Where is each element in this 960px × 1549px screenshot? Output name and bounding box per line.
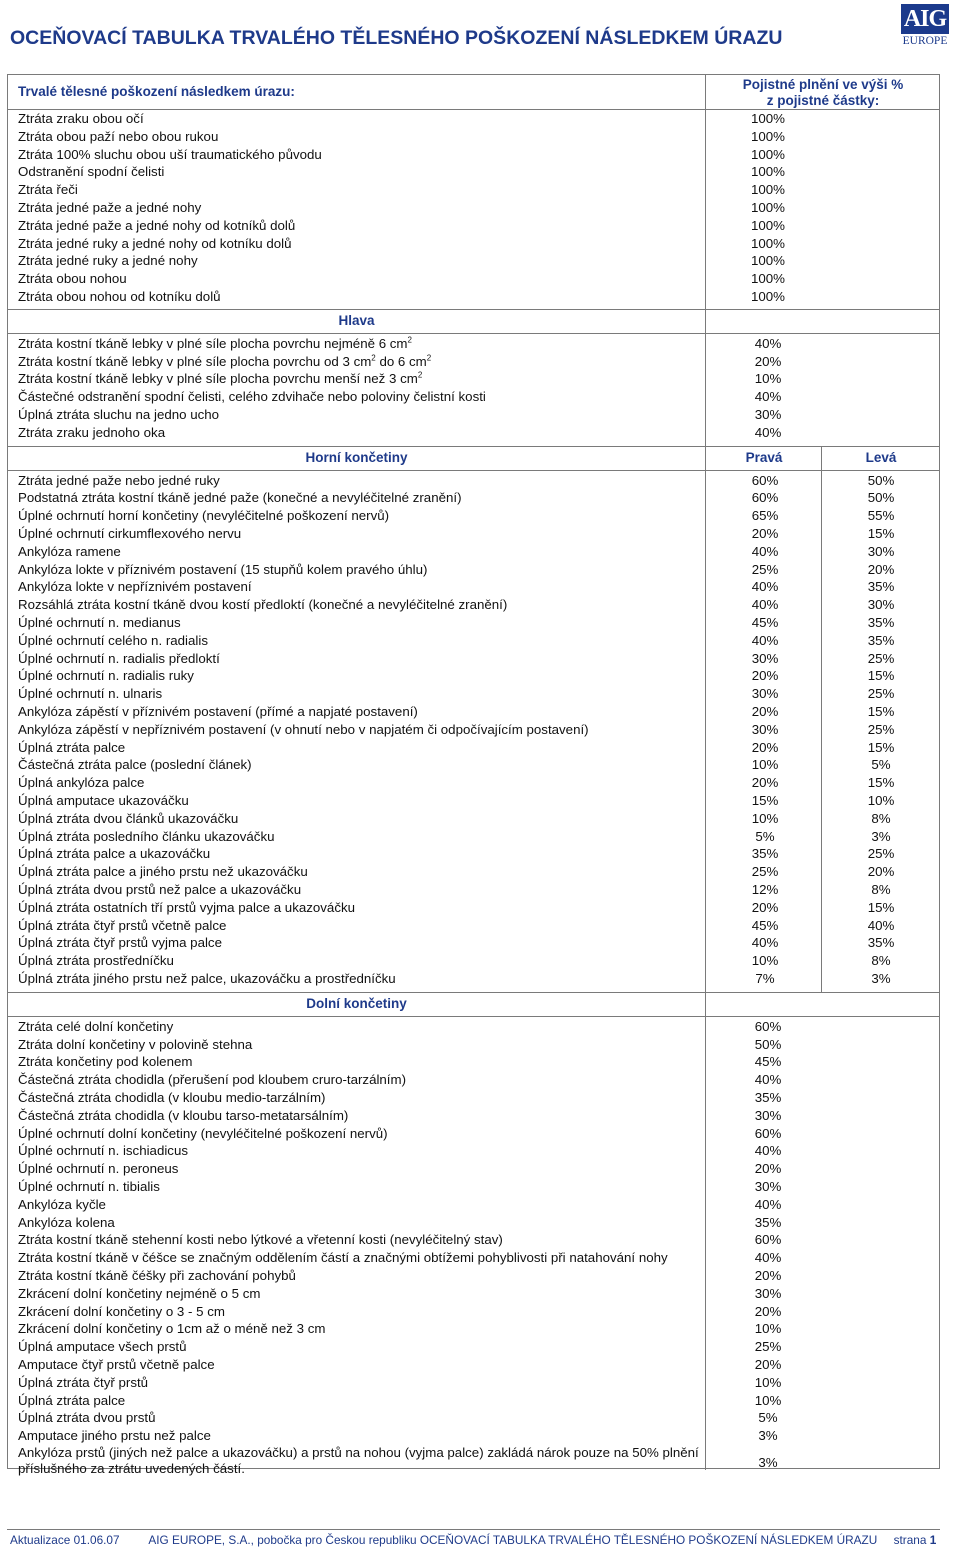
- payout-left: 25%: [867, 846, 895, 862]
- condition-label: Úplná ztráta čtyř prstů: [18, 1374, 149, 1390]
- payout-right: 10%: [751, 953, 779, 969]
- payout-right: 20%: [751, 526, 779, 541]
- footer-date: Aktualizace 01.06.07: [10, 1533, 120, 1547]
- payout-left: 5%: [871, 757, 891, 773]
- condition-label: Úplné ochrnutí n. ulnaris: [18, 686, 163, 702]
- payout-percent: 40%: [754, 335, 782, 351]
- condition-label: Rozsáhlá ztráta kostní tkáně dvou kostí předloktí (konečné a nevyléčitelné zranění): [18, 597, 508, 613]
- condition-label: Úplná ztráta ostatních tří prstů vyjma palce a ukazováčku: [18, 899, 356, 915]
- payout-left: 3%: [871, 971, 891, 986]
- payout-percent: 20%: [754, 1357, 782, 1372]
- condition-label: Úplné ochrnutí n. ischiadicus: [18, 1143, 188, 1159]
- payout-left: 25%: [867, 686, 895, 702]
- row-divider: [8, 446, 939, 447]
- payout-percent: 100%: [750, 217, 785, 233]
- header-payout-line1: Pojistné plnění ve výši %: [742, 77, 904, 92]
- condition-label: Ztráta zraku obou očí: [18, 111, 144, 126]
- aig-europe-logo: [895, 4, 955, 48]
- condition-label: Úplná ztráta palce: [18, 739, 126, 755]
- payout-right: 5%: [755, 828, 775, 844]
- payout-percent: 20%: [754, 1161, 782, 1177]
- payout-percent: 100%: [750, 182, 785, 198]
- condition-label: Úplná ztráta dvou prstů: [18, 1410, 156, 1426]
- condition-label: Ztráta řeči: [18, 182, 78, 198]
- page-footer: [10, 1533, 936, 1547]
- payout-right: 40%: [751, 632, 779, 648]
- payout-percent: 3%: [758, 1455, 778, 1470]
- condition-label: Úplná ztráta čtyř prstů včetně palce: [18, 917, 227, 933]
- payout-right: 20%: [751, 704, 779, 719]
- row-divider: [8, 470, 939, 471]
- payout-left: 15%: [867, 526, 895, 541]
- page-title: OCEŇOVACÍ TABULKA TRVALÉHO TĚLESNÉHO POŠKOZENÍ NÁSLEDKEM ÚRAZU: [10, 27, 783, 49]
- payout-percent: 20%: [754, 1268, 782, 1283]
- payout-right: 40%: [751, 543, 779, 559]
- condition-label: Úplná amputace všech prstů: [18, 1339, 187, 1355]
- payout-right: 20%: [751, 739, 779, 755]
- condition-label: Úplné ochrnutí n. tibialis: [18, 1179, 160, 1194]
- condition-label: Ankylóza zápěstí v příznivém postavení (přímé a napjaté postavení): [18, 704, 418, 719]
- payout-left: 35%: [867, 935, 895, 951]
- condition-label: Amputace čtyř prstů včetně palce: [18, 1357, 215, 1372]
- payout-left: 20%: [867, 864, 895, 880]
- condition-label: Úplná ankylóza palce: [18, 775, 145, 791]
- condition-label: Odstranění spodní čelisti: [18, 164, 165, 180]
- payout-right: 35%: [751, 846, 779, 862]
- condition-label: Úplná ztráta dvou článků ukazováčku: [18, 810, 239, 826]
- payout-right: 30%: [751, 721, 779, 737]
- payout-percent: 5%: [758, 1410, 778, 1426]
- payout-right: 7%: [755, 971, 775, 986]
- payout-percent: 20%: [754, 353, 782, 369]
- condition-label: Ankylóza lokte v příznivém postavení (15 stupňů kolem pravého úhlu): [18, 561, 428, 577]
- payout-left: 50%: [867, 472, 895, 488]
- payout-right: 20%: [751, 668, 779, 684]
- payout-percent: 100%: [750, 146, 785, 162]
- condition-label: Podstatná ztráta kostní tkáně jedné paže (konečné a nevyléčitelné zranění): [18, 490, 462, 506]
- payout-percent: 60%: [754, 1232, 782, 1248]
- payout-percent: 100%: [750, 200, 785, 215]
- payout-left: 20%: [867, 561, 895, 577]
- payout-percent: 100%: [750, 111, 785, 126]
- row-divider: [8, 1016, 939, 1017]
- column-divider: [821, 446, 822, 992]
- column-divider: [705, 309, 706, 446]
- condition-label: Ztráta obou paží nebo obou rukou: [18, 128, 219, 144]
- condition-label: Úplné ochrnutí n. radialis předloktí: [18, 650, 220, 666]
- condition-label: Zkrácení dolní končetiny o 3 - 5 cm: [18, 1303, 225, 1319]
- payout-right: 40%: [751, 579, 779, 595]
- compensation-table: [7, 74, 940, 1476]
- payout-percent: 40%: [754, 1196, 782, 1212]
- condition-label: Částečná ztráta palce (poslední článek): [18, 757, 252, 773]
- payout-right: 45%: [751, 615, 779, 630]
- payout-percent: 30%: [754, 407, 782, 422]
- section-heading-upper-limbs: Horní končetiny: [305, 449, 408, 465]
- condition-label: Úplné ochrnutí dolní končetiny (nevyléčitelné poškození nervů): [18, 1125, 388, 1141]
- condition-label: Ztráta jedné paže nebo jedné ruky: [18, 472, 220, 488]
- footer-company: AIG EUROPE, S.A., pobočka pro Českou republiku: [148, 1533, 417, 1547]
- payout-left: 35%: [867, 579, 895, 595]
- condition-label: Ztráta dolní končetiny v polovině stehna: [18, 1036, 253, 1052]
- payout-percent: 100%: [750, 271, 785, 287]
- condition-label: Úplná ztráta prostředníčku: [18, 953, 174, 969]
- payout-percent: 30%: [754, 1107, 782, 1123]
- row-divider: [8, 109, 939, 110]
- payout-percent: 35%: [754, 1214, 782, 1230]
- condition-label: Úplná ztráta palce a ukazováčku: [18, 846, 211, 862]
- condition-label: Ankylóza lokte v nepříznivém postavení: [18, 579, 252, 595]
- condition-label: Amputace jiného prstu než palce: [18, 1428, 211, 1444]
- payout-right: 40%: [751, 597, 779, 613]
- condition-label: Úplná ztráta jiného prstu než palce, ukazováčku a prostředníčku: [18, 971, 396, 986]
- payout-percent: 40%: [754, 1250, 782, 1266]
- payout-left: 8%: [871, 882, 891, 897]
- payout-left: 8%: [871, 810, 891, 826]
- column-divider: [705, 992, 706, 1470]
- condition-label: Ztráta jedné ruky a jedné nohy: [18, 253, 198, 269]
- payout-right: 65%: [751, 508, 779, 524]
- condition-label: Úplné ochrnutí n. medianus: [18, 615, 181, 630]
- payout-left: 15%: [867, 668, 895, 684]
- payout-left: 30%: [867, 543, 895, 559]
- condition-label: Úplná ztráta palce a jiného prstu než ukazováčku: [18, 864, 308, 880]
- condition-label: Ankylóza zápěstí v nepříznivém postavení (v ohnutí nebo v napjatém či odpočívajícím postavení): [18, 721, 589, 737]
- condition-label: Ztráta jedné paže a jedné nohy od kotníků dolů: [18, 217, 296, 233]
- payout-right: 40%: [751, 935, 779, 951]
- payout-percent: 10%: [754, 1374, 782, 1390]
- condition-label: Ankylóza prstů (jiných než palce a ukazováčku) a prstů na nohou (vyjma palce) zakládá nárok pouze na 50% plnění příslušného za ztrátu uvedených částí.: [18, 1445, 699, 1476]
- condition-label: Ztráta kostní tkáně v čéšce se značným oddělením částí a značnými obtížemi pohyblivosti při natahování nohy: [18, 1250, 668, 1266]
- payout-left: 15%: [867, 775, 895, 791]
- payout-right: 25%: [751, 864, 779, 880]
- payout-percent: 35%: [754, 1090, 782, 1105]
- condition-label: Ztráta kostní tkáně čéšky při zachování pohybů: [18, 1268, 296, 1283]
- condition-label: Úplné ochrnutí horní končetiny (nevyléčitelné poškození nervů): [18, 508, 390, 524]
- condition-label: Úplná ztráta čtyř prstů vyjma palce: [18, 935, 222, 951]
- payout-percent: 60%: [754, 1018, 782, 1034]
- payout-percent: 60%: [754, 1125, 782, 1141]
- header-payout-line2: z pojistné částky:: [766, 93, 880, 108]
- payout-left: 55%: [867, 508, 895, 524]
- payout-left: 10%: [867, 793, 895, 808]
- condition-label: Úplné ochrnutí celého n. radialis: [18, 632, 208, 648]
- condition-label: Úplné ochrnutí n. radialis ruky: [18, 668, 194, 684]
- payout-right: 15%: [751, 793, 779, 808]
- payout-right: 10%: [751, 810, 779, 826]
- condition-label: Částečná ztráta chodidla (přerušení pod kloubem cruro-tarzálním): [18, 1072, 407, 1088]
- condition-label: Úplná ztráta sluchu na jedno ucho: [18, 407, 220, 422]
- condition-label: Ztráta zraku jednoho oka: [18, 424, 166, 440]
- section-heading-lower-limbs: Dolní končetiny: [306, 995, 407, 1011]
- payout-percent: 45%: [754, 1054, 782, 1070]
- payout-percent: 100%: [750, 289, 785, 304]
- condition-label: Úplné ochrnutí n. peroneus: [18, 1161, 179, 1177]
- column-divider: [705, 75, 706, 309]
- condition-label: Ztráta končetiny pod kolenem: [18, 1054, 193, 1070]
- column-left-side: Levá: [865, 449, 897, 465]
- payout-right: 20%: [751, 899, 779, 915]
- payout-left: 15%: [867, 704, 895, 719]
- condition-label: Ankylóza ramene: [18, 543, 121, 559]
- payout-percent: 40%: [754, 424, 782, 440]
- payout-percent: 40%: [754, 389, 782, 405]
- row-divider: [8, 992, 939, 993]
- payout-percent: 10%: [754, 1392, 782, 1408]
- condition-label: Ztráta kostní tkáně lebky v plné síle plocha povrchu od 3 $cm^2$ do 6 $cm^2$: [18, 353, 432, 369]
- condition-label: Zkrácení dolní končetiny o 1cm až o méně než 3 cm: [18, 1321, 326, 1337]
- condition-label: Ankylóza kolena: [18, 1214, 115, 1230]
- payout-percent: 10%: [754, 1321, 782, 1337]
- payout-right: 12%: [751, 882, 779, 897]
- payout-percent: 3%: [758, 1428, 778, 1444]
- payout-percent: 100%: [750, 164, 785, 180]
- row-divider: [8, 309, 939, 310]
- condition-label: Částečné odstranění spodní čelisti, celého zdvihače nebo poloviny čelistní kosti: [18, 389, 486, 405]
- footer-page-number: 1: [929, 1533, 937, 1547]
- condition-label: Úplné ochrnutí cirkumflexového nervu: [18, 526, 242, 541]
- payout-percent: 50%: [754, 1036, 782, 1052]
- payout-right: 25%: [751, 561, 779, 577]
- condition-label: Úplná ztráta dvou prstů než palce a ukazováčku: [18, 882, 302, 897]
- payout-left: 50%: [867, 490, 895, 506]
- condition-label: Úplná ztráta posledního článku ukazováčku: [18, 828, 275, 844]
- payout-left: 30%: [867, 597, 895, 613]
- payout-right: 60%: [751, 490, 779, 506]
- payout-right: 60%: [751, 472, 779, 488]
- condition-label: Úplná amputace ukazováčku: [18, 793, 189, 808]
- payout-right: 20%: [751, 775, 779, 791]
- payout-percent: 100%: [750, 253, 785, 269]
- payout-percent: 30%: [754, 1285, 782, 1301]
- payout-left: 40%: [867, 917, 895, 933]
- payout-left: 35%: [867, 615, 895, 630]
- condition-label: Ztráta jedné paže a jedné nohy: [18, 200, 202, 215]
- condition-label: Ztráta jedné ruky a jedné nohy od kotníku dolů: [18, 235, 292, 251]
- payout-right: 30%: [751, 686, 779, 702]
- payout-left: 25%: [867, 650, 895, 666]
- payout-percent: 20%: [754, 1303, 782, 1319]
- condition-label: Ztráta kostní tkáně lebky v plné síle plocha povrchu menší než 3 $cm^2$: [18, 370, 423, 387]
- row-divider: [8, 333, 939, 334]
- payout-percent: 40%: [754, 1072, 782, 1088]
- condition-label: Úplná ztráta palce: [18, 1392, 126, 1408]
- footer-divider: [7, 1529, 940, 1530]
- condition-label: Ztráta 100% sluchu obou uší traumatického původu: [18, 146, 322, 162]
- payout-percent: 40%: [754, 1143, 782, 1159]
- condition-label: Ankylóza kyčle: [18, 1196, 106, 1212]
- condition-label: Ztráta kostní tkáně stehenní kosti nebo lýtkové a vřetenní kosti (nevyléčitelný stav): [18, 1232, 503, 1248]
- payout-percent: 100%: [750, 235, 785, 251]
- condition-label: Částečná ztráta chodidla (v kloubu medio-tarzálním): [18, 1090, 326, 1105]
- payout-percent: 25%: [754, 1339, 782, 1355]
- payout-left: 3%: [871, 828, 891, 844]
- payout-left: 15%: [867, 739, 895, 755]
- payout-left: 15%: [867, 899, 895, 915]
- section-heading-hlava: Hlava: [338, 312, 375, 328]
- payout-right: 45%: [751, 917, 779, 933]
- payout-right: 10%: [751, 757, 779, 773]
- logo-mark: AIG: [901, 4, 949, 34]
- condition-label: Ztráta obou nohou: [18, 271, 127, 287]
- payout-percent: 100%: [750, 128, 785, 144]
- footer-doc-title: OCEŇOVACÍ TABULKA TRVALÉHO TĚLESNÉHO POŠKOZENÍ NÁSLEDKEM ÚRAZU: [419, 1533, 878, 1547]
- condition-label: Částečná ztráta chodidla (v kloubu tarso-metatarsálním): [18, 1107, 349, 1123]
- column-divider: [705, 446, 706, 992]
- condition-label: Ztráta kostní tkáně lebky v plné síle plocha povrchu nejméně 6 $cm^2$: [18, 335, 412, 351]
- condition-label: Ztráta obou nohou od kotníku dolů: [18, 289, 221, 304]
- payout-left: 25%: [867, 721, 895, 737]
- payout-right: 30%: [751, 650, 779, 666]
- payout-percent: 30%: [754, 1179, 782, 1194]
- footer-page-label: strana: [893, 1533, 927, 1547]
- column-right-side: Pravá: [745, 449, 783, 465]
- logo-subtitle: EUROPE: [902, 35, 948, 47]
- condition-label: Zkrácení dolní končetiny nejméně o 5 cm: [18, 1285, 261, 1301]
- payout-percent: 10%: [754, 371, 782, 387]
- header-condition: Trvalé tělesné poškození následkem úrazu:: [18, 84, 295, 99]
- payout-left: 35%: [867, 632, 895, 648]
- payout-left: 8%: [871, 953, 891, 969]
- condition-label: Ztráta celé dolní končetiny: [18, 1018, 174, 1034]
